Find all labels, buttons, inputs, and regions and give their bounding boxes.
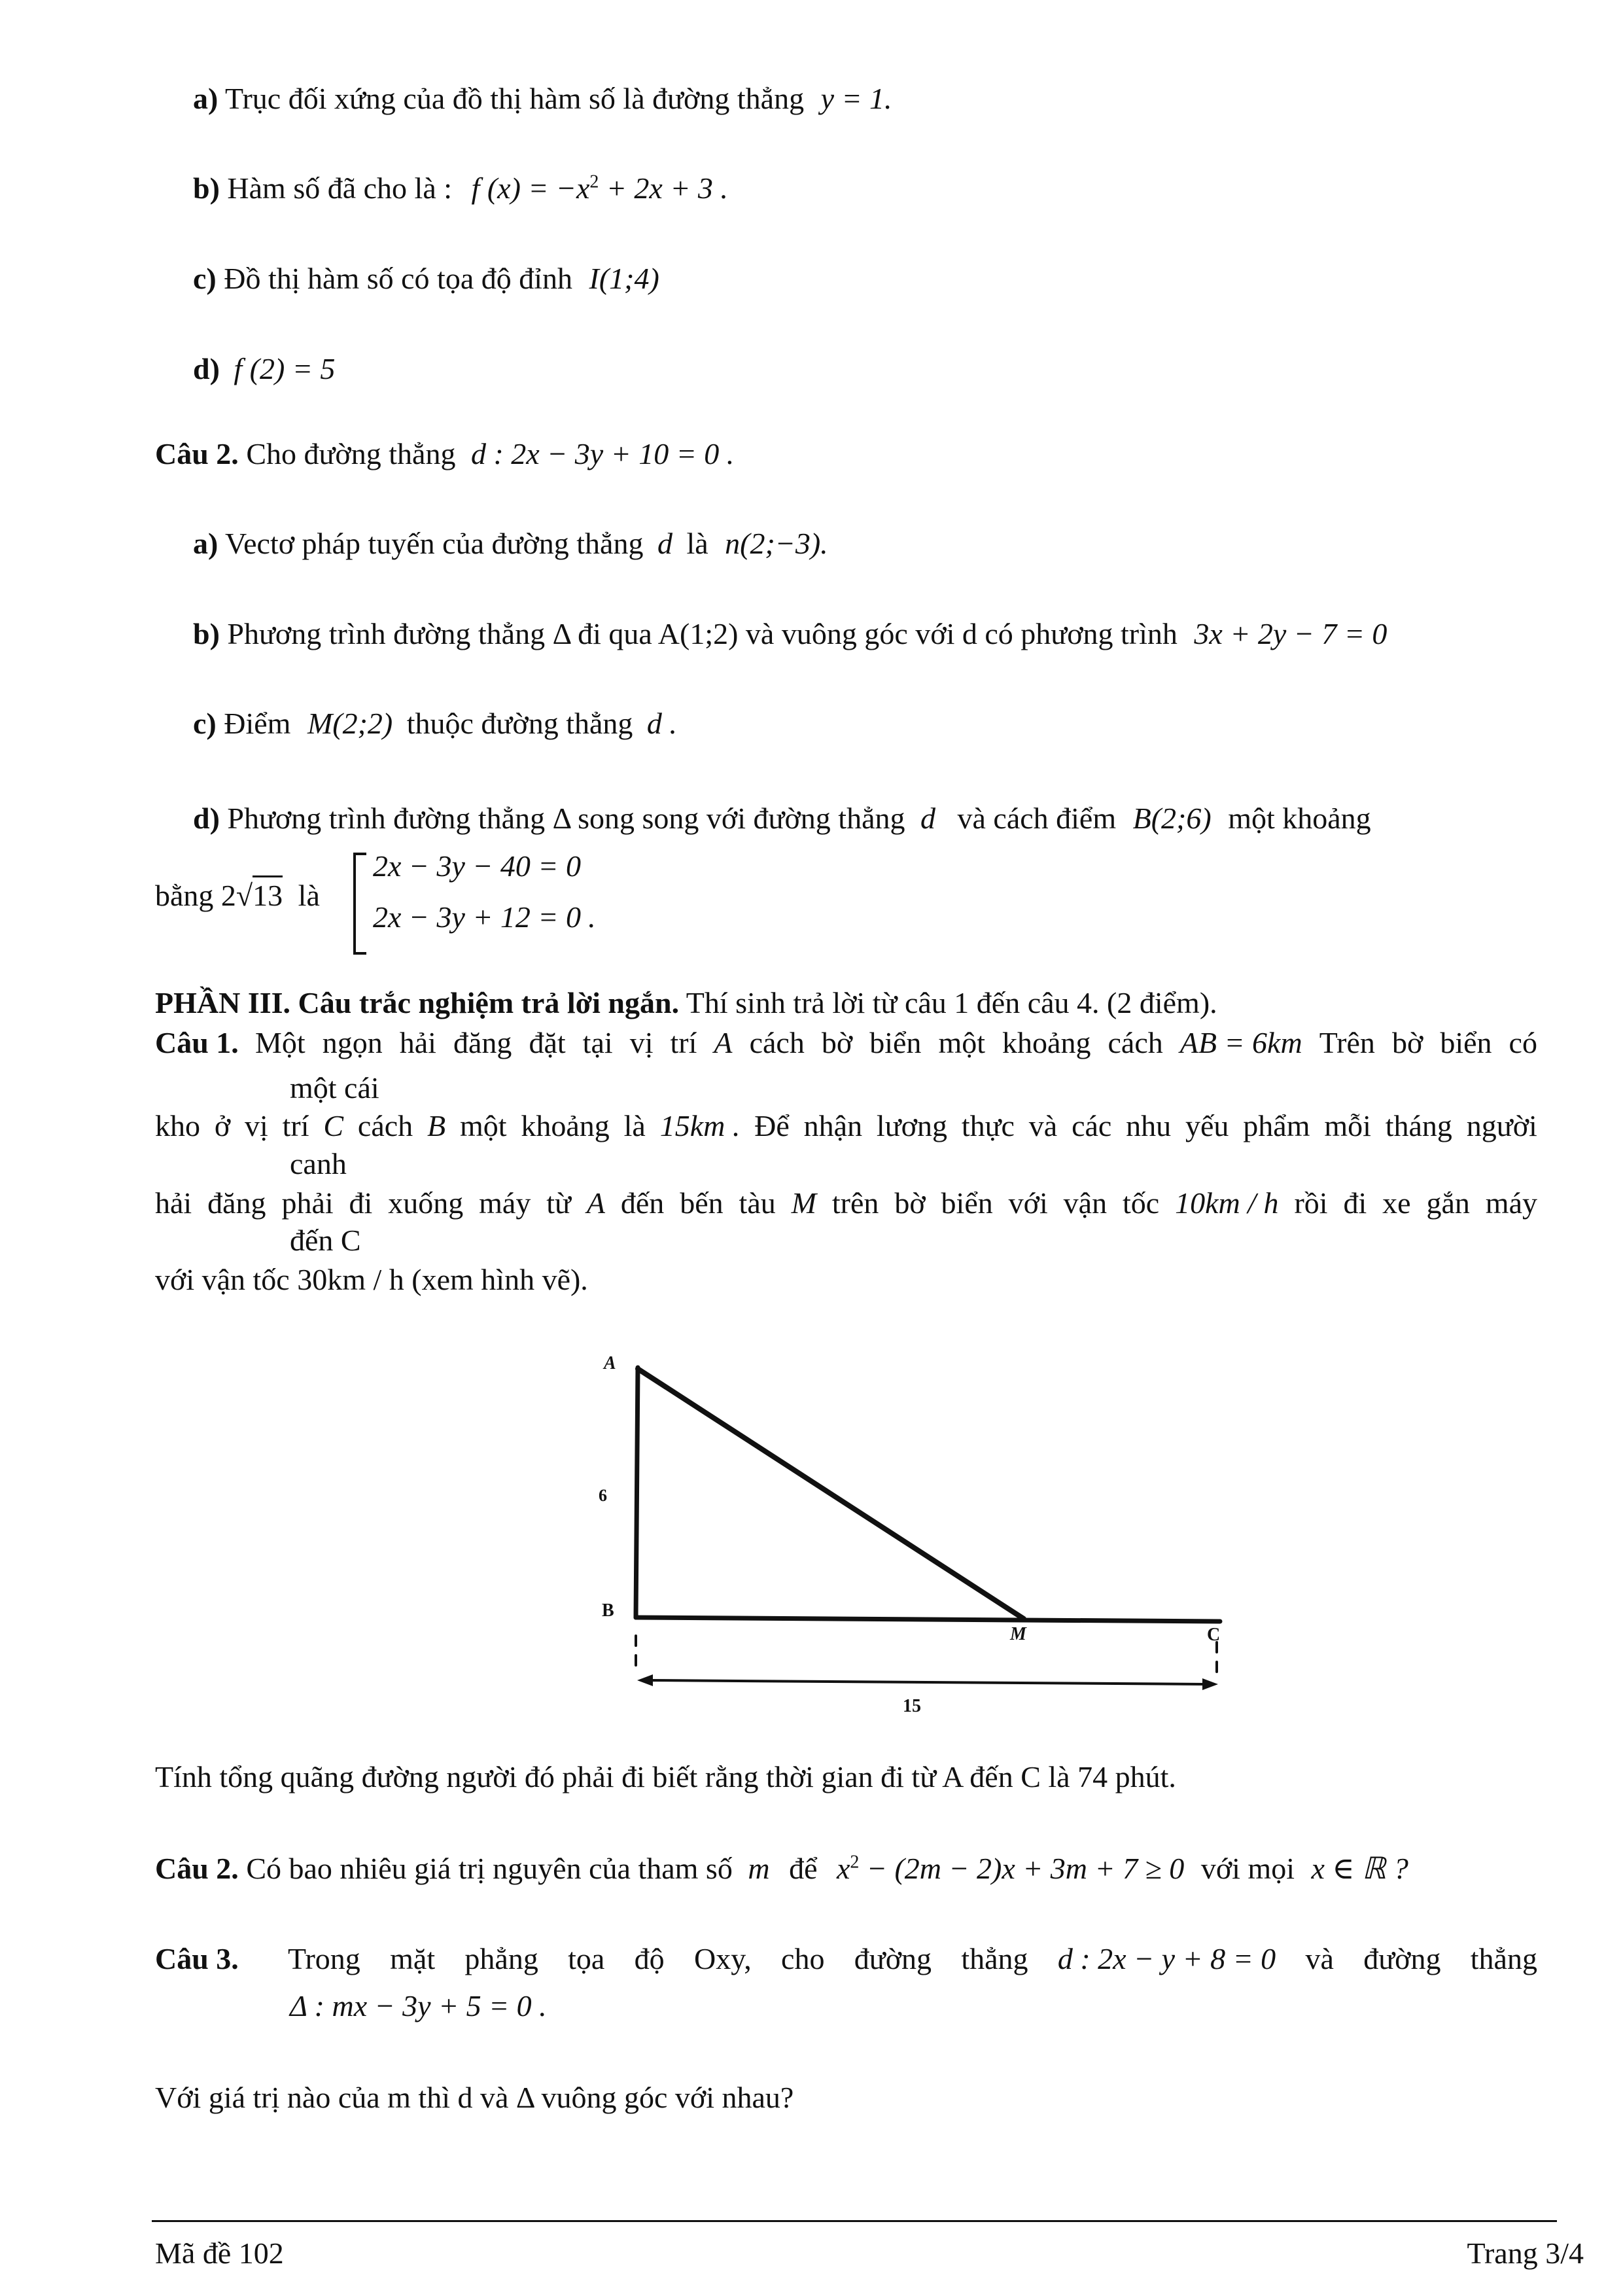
word: máy bbox=[479, 1186, 531, 1220]
word: khoảng bbox=[521, 1109, 610, 1142]
p3q1-heading: Câu 1. bbox=[155, 1026, 239, 1059]
word: biển bbox=[941, 1186, 993, 1220]
word: một bbox=[459, 1109, 507, 1142]
word: tốc bbox=[1123, 1186, 1160, 1220]
word: đăng bbox=[207, 1186, 266, 1220]
word: nhu bbox=[1126, 1109, 1172, 1142]
p3q1-line4: với vận tốc 30km / h (xem hình vẽ). bbox=[155, 1263, 588, 1296]
p3q1-line3 bbox=[155, 1186, 1537, 1221]
word: 10km / h bbox=[1175, 1186, 1279, 1220]
p3q1-question: Tính tổng quãng đường người đó phải đi biết rằng thời gian đi từ A đến C là 74 phút. bbox=[155, 1760, 1176, 1793]
word: máy bbox=[1485, 1186, 1537, 1220]
q2-stem: Câu 2. Cho đường thẳng d : 2x − 3y + 10 = 0 . bbox=[155, 437, 735, 470]
p3q1-line3-wrap: đến C bbox=[290, 1224, 361, 1257]
label-b: B bbox=[602, 1600, 614, 1621]
word: thẳng bbox=[961, 1942, 1028, 1975]
word: bờ bbox=[894, 1186, 926, 1220]
dimension-line-15 bbox=[649, 1680, 1205, 1684]
word: trí bbox=[670, 1026, 697, 1059]
segment-am bbox=[638, 1369, 1024, 1619]
word: A bbox=[586, 1186, 605, 1220]
word: với bbox=[1008, 1186, 1048, 1220]
word: xe bbox=[1382, 1186, 1411, 1220]
word: khoảng bbox=[1002, 1026, 1091, 1059]
word: gắn bbox=[1426, 1186, 1470, 1220]
word: đường bbox=[854, 1942, 932, 1975]
word: A bbox=[714, 1026, 733, 1059]
lighthouse-figure bbox=[576, 1348, 1243, 1721]
word: cách bbox=[357, 1109, 413, 1142]
p3q3-heading: Câu 3. bbox=[155, 1942, 239, 1975]
word: tọa bbox=[568, 1942, 605, 1975]
word: độ bbox=[634, 1942, 665, 1975]
q1-item-d: d) f (2) = 5 bbox=[193, 352, 336, 385]
word: M bbox=[791, 1186, 816, 1220]
word: và bbox=[1028, 1109, 1058, 1142]
system-row-2: 2x − 3y + 12 = 0 . bbox=[373, 900, 595, 934]
label-bc-length: 15 bbox=[903, 1696, 921, 1716]
word: phẳng bbox=[464, 1942, 538, 1975]
word: Để bbox=[754, 1109, 790, 1142]
q1-item-a: a) Trục đối xứng của đồ thị hàm số là đường thẳng y = 1. bbox=[193, 82, 892, 115]
word: ở bbox=[214, 1109, 231, 1142]
q2-item-d: d) Phương trình đường thẳng Δ song song với đường thẳng d và cách điểm B(2;6) một khoảng bbox=[193, 802, 1371, 835]
word: đến bbox=[620, 1186, 665, 1220]
arrow-right-icon bbox=[1202, 1678, 1218, 1690]
word: biển bbox=[869, 1026, 922, 1059]
p3q1-line2 bbox=[155, 1109, 1537, 1144]
word: vận bbox=[1063, 1186, 1108, 1220]
system-row-1: 2x − 3y − 40 = 0 bbox=[373, 849, 581, 883]
word: lương bbox=[876, 1109, 947, 1142]
word: phải bbox=[281, 1186, 334, 1220]
word: kho bbox=[155, 1109, 200, 1142]
word: ngọn bbox=[322, 1026, 383, 1059]
p3q2: Câu 2. Có bao nhiêu giá trị nguyên của tham số m để $x^2 - (2m - 2)x + 3m + 7 \ge 0$ với mọi x ∈ ℝ ? bbox=[155, 1852, 1408, 1885]
word: tàu bbox=[739, 1186, 776, 1220]
word: có bbox=[1509, 1026, 1537, 1059]
word: AB = 6km bbox=[1179, 1026, 1302, 1059]
p3q3-line1 bbox=[288, 1942, 1537, 1977]
word: B bbox=[427, 1109, 446, 1142]
q2-item-c: c) Điểm M(2;2) thuộc đường thẳng d . bbox=[193, 707, 677, 740]
word: nhận bbox=[803, 1109, 863, 1142]
word: đăng bbox=[453, 1026, 512, 1059]
word: trí bbox=[282, 1109, 309, 1142]
q2-item-a: a) Vectơ pháp tuyến của đường thẳng d là n(2;−3). bbox=[193, 527, 828, 560]
p3q1-line1 bbox=[255, 1026, 1537, 1061]
label-m: M bbox=[1010, 1624, 1026, 1644]
p3q3-question: Với giá trị nào của m thì d và Δ vuông góc với nhau? bbox=[155, 2081, 794, 2114]
word: cho bbox=[781, 1942, 825, 1975]
arrow-left-icon bbox=[637, 1674, 653, 1686]
part3-heading: PHẦN III. Câu trắc nghiệm trả lời ngắn. Thí sinh trả lời từ câu 1 đến câu 4. (2 điểm). bbox=[155, 986, 1217, 1019]
word: d : 2x − y + 8 = 0 bbox=[1057, 1942, 1276, 1975]
word: hải bbox=[399, 1026, 436, 1059]
segment-ab bbox=[636, 1368, 638, 1617]
word: là bbox=[623, 1109, 646, 1142]
word: C bbox=[323, 1109, 344, 1142]
word: bến bbox=[680, 1186, 724, 1220]
word: xuống bbox=[388, 1186, 464, 1220]
label-ab-length: 6 bbox=[599, 1486, 607, 1505]
word: rồi bbox=[1294, 1186, 1328, 1220]
q2-item-d-line2: bằng 2√13 là bbox=[155, 879, 320, 913]
word: người bbox=[1466, 1109, 1537, 1142]
word: mỗi bbox=[1324, 1109, 1371, 1142]
segment-bc bbox=[636, 1617, 1220, 1621]
word: Một bbox=[255, 1026, 305, 1059]
word: đường bbox=[1363, 1942, 1441, 1975]
footer-exam-code: Mã đề 102 bbox=[155, 2236, 284, 2270]
q2-item-b: b) Phương trình đường thẳng Δ đi qua A(1;2) và vuông góc với d có phương trình 3x + 2y − 7 = 0 bbox=[193, 617, 1387, 650]
word: cách bbox=[749, 1026, 805, 1059]
word: đi bbox=[349, 1186, 373, 1220]
word: Oxy, bbox=[693, 1942, 752, 1975]
p3q1-line1-wrap: một cái bbox=[290, 1071, 379, 1104]
word: vị bbox=[245, 1109, 268, 1142]
word: mặt bbox=[390, 1942, 436, 1975]
word: trên bbox=[831, 1186, 879, 1220]
word: Trong bbox=[288, 1942, 360, 1975]
label-a: A bbox=[604, 1353, 616, 1373]
word: vị bbox=[629, 1026, 654, 1059]
word: phẩm bbox=[1243, 1109, 1310, 1142]
word: biển bbox=[1440, 1026, 1492, 1059]
word: thực bbox=[961, 1109, 1015, 1142]
footer-page-number: Trang 3/4 bbox=[1467, 2236, 1584, 2270]
q1-item-c: c) Đồ thị hàm số có tọa độ đỉnh I(1;4) bbox=[193, 262, 659, 295]
word: bờ bbox=[1391, 1026, 1423, 1059]
word: bờ bbox=[821, 1026, 853, 1059]
label-c: C bbox=[1207, 1625, 1221, 1645]
system-bracket bbox=[353, 853, 366, 955]
word: và bbox=[1305, 1942, 1334, 1975]
p3q1-line2-wrap: canh bbox=[290, 1147, 347, 1180]
word: đi bbox=[1343, 1186, 1367, 1220]
word: tại bbox=[582, 1026, 613, 1059]
word: 15km . bbox=[659, 1109, 741, 1142]
word: Trên bbox=[1319, 1026, 1375, 1059]
p3q3-line2: Δ : mx − 3y + 5 = 0 . bbox=[290, 1989, 547, 2022]
q1-item-b: b) Hàm số đã cho là : f $(x) = -x^2 + 2x + 3$ . bbox=[193, 171, 728, 205]
word: từ bbox=[546, 1186, 571, 1220]
word: yếu bbox=[1185, 1109, 1229, 1142]
word: các bbox=[1072, 1109, 1112, 1142]
word: hải bbox=[155, 1186, 192, 1220]
word: đặt bbox=[529, 1026, 566, 1059]
word: tháng bbox=[1385, 1109, 1452, 1142]
word: cách bbox=[1108, 1026, 1163, 1059]
word: thẳng bbox=[1470, 1942, 1537, 1975]
word: một bbox=[938, 1026, 986, 1059]
footer-rule bbox=[152, 2220, 1557, 2222]
